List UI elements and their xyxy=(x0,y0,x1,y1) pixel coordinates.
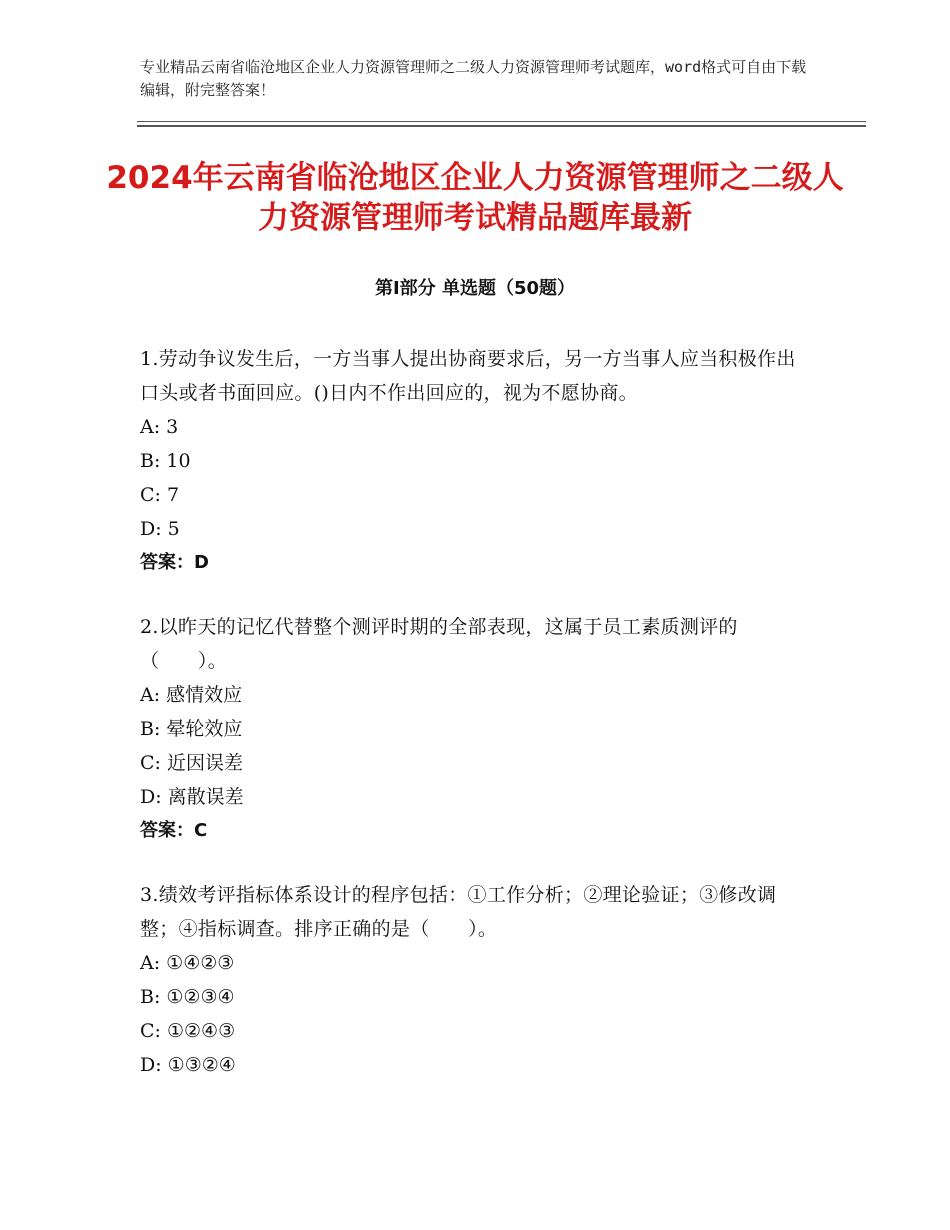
option-b: B: 晕轮效应 xyxy=(140,718,243,740)
question-stem: 1.劳动争议发生后，一方当事人提出协商要求后，另一方当事人应当积极作出口头或者书面回应。()日内不作出回应的，视为不愿协商。 xyxy=(140,348,796,404)
question-spacer xyxy=(140,580,810,610)
option-a: A: 3 xyxy=(140,416,179,438)
question-3 xyxy=(140,878,810,1082)
question-list xyxy=(140,342,810,1082)
option-b: B: 10 xyxy=(140,450,191,472)
option-d: D: 5 xyxy=(140,518,180,540)
answer-label: 答案：C xyxy=(140,820,208,841)
header-note: 专业精品云南省临沧地区企业人力资源管理师之二级人力资源管理师考试题库，word格式可自由下载编辑，附完整答案！ xyxy=(140,58,807,99)
section-heading: 第Ⅰ部分 单选题（50题） xyxy=(374,278,575,299)
option-b: B: ①②③④ xyxy=(140,986,235,1008)
header-divider-thick xyxy=(137,125,866,127)
question-stem: 2.以昨天的记忆代替整个测评时期的全部表现，这属于员工素质测评的（ ）。 xyxy=(140,616,738,672)
question-spacer xyxy=(140,848,810,878)
document-title: 2024年云南省临沧地区企业人力资源管理师之二级人力资源管理师考试精品题库最新 xyxy=(106,160,844,236)
option-c: C: 7 xyxy=(140,484,180,506)
header-divider-thin xyxy=(137,121,866,122)
option-c: C: ①②④③ xyxy=(140,1020,236,1042)
question-2 xyxy=(140,610,810,848)
option-d: D: ①③②④ xyxy=(140,1054,236,1076)
option-a: A: ①④②③ xyxy=(140,952,235,974)
question-1 xyxy=(140,342,810,580)
answer-label: 答案：D xyxy=(140,552,209,573)
option-d: D: 离散误差 xyxy=(140,786,244,808)
option-a: A: 感情效应 xyxy=(140,684,243,706)
option-c: C: 近因误差 xyxy=(140,752,243,774)
question-stem: 3.绩效考评指标体系设计的程序包括：①工作分析；②理论验证；③修改调整；④指标调查。排序正确的是（ ）。 xyxy=(140,884,777,940)
